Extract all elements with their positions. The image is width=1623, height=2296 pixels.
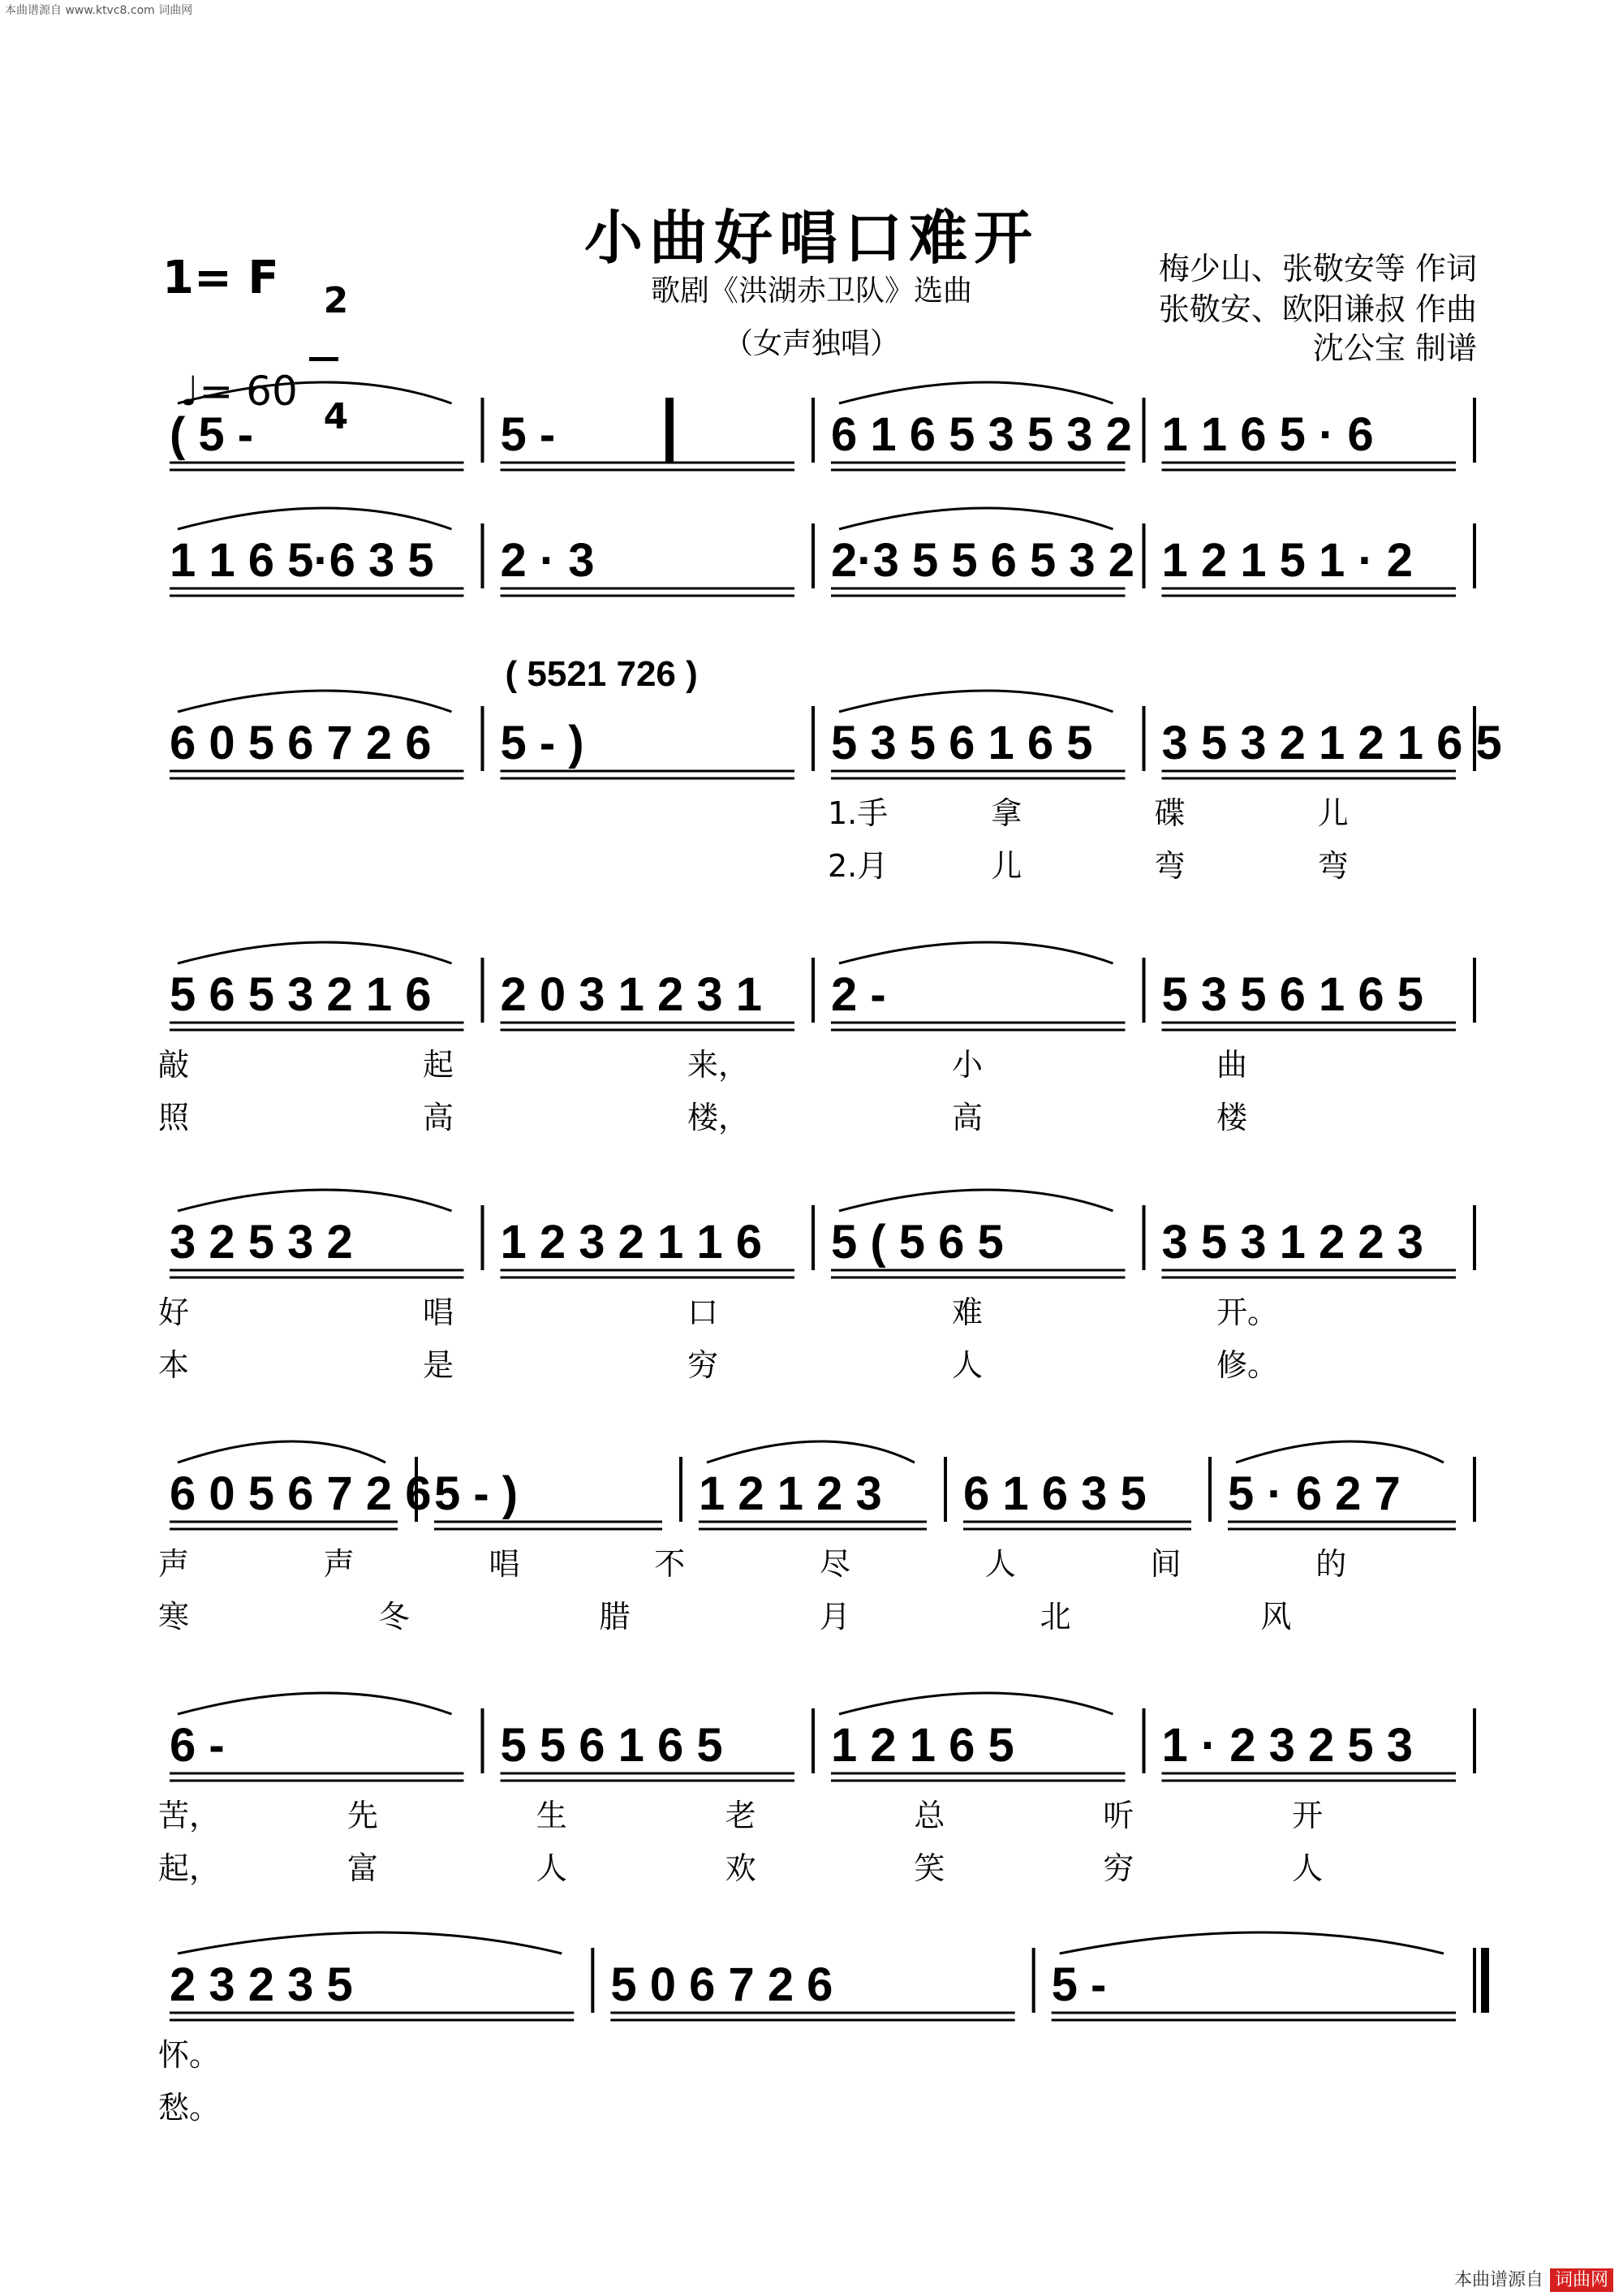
lyric-verse-2: 2.月 [828,848,889,884]
lyric-verse-2: 人 [536,1850,567,1886]
lyric-verse-2: 儿 [991,848,1022,884]
lyric-verse-1: 先 [347,1798,378,1833]
lyric-verse-2: 楼 [1216,1100,1248,1135]
lyric-verse-2: 寒 [158,1599,190,1635]
top-watermark: 本曲谱源自 www.ktvc8.com 词曲网 [5,4,193,17]
measure-notes: 2 - [831,968,886,1021]
measure-notes: 6 1 6 5 3 5 3 2 [831,408,1132,461]
lyric-verse-2: 愁。 [158,2090,221,2126]
lyric-verse-2: 富 [347,1850,378,1886]
lyric-verse-2: 人 [952,1347,984,1383]
lyric-verse-1: 敲 [158,1047,190,1083]
lyric-verse-2: 修。 [1216,1347,1279,1383]
lyric-verse-2: 高 [423,1100,454,1135]
lyric-verse-2: 穷 [687,1347,719,1383]
measure-notes: 5 3 5 6 1 6 5 [831,717,1093,769]
lyric-verse-1: 开。 [1216,1294,1279,1330]
measure-notes: 2 0 3 1 2 3 1 [500,968,762,1021]
lyric-verse-1: 小 [952,1047,984,1083]
lyric-verse-2: 高 [952,1100,984,1135]
slur-arc [839,1693,1113,1714]
measure-notes: ( 5 - [170,408,254,461]
measure-notes: 5 - [1051,1958,1107,2011]
bottom-watermark-text: 本曲谱源自 [1453,2270,1543,2290]
slur-arc [839,691,1113,712]
lyric-verse-2: 本 [158,1347,190,1383]
lyric-verse-1: 唱 [489,1546,520,1582]
lyricist-credit: 梅少山、张敬安等 作词 [1158,251,1477,286]
lyric-verse-1: 声 [158,1546,190,1582]
measure-notes: 5 6 5 3 2 1 6 [170,968,432,1021]
lyric-verse-1: 难 [952,1294,984,1330]
slur-arc [178,1693,452,1714]
lyric-verse-1: 拿 [991,795,1022,831]
measure-notes: 1 2 1 2 3 [699,1467,882,1520]
song-title: 小曲好唱口难开 [583,203,1039,272]
measure-notes: 3 2 5 3 2 [170,1216,353,1269]
slur-arc [839,508,1113,529]
lyric-verse-1: 生 [536,1798,567,1833]
time-bottom: 4 [323,396,349,437]
measure-notes: 5 - ) [500,717,584,769]
lyric-verse-1: 来， [687,1047,750,1083]
slur-arc [839,1190,1113,1211]
lyric-verse-2: 弯 [1154,848,1186,884]
quarter-note-icon: ♩ [179,368,200,415]
time-top: 2 [323,280,349,321]
slur-arc [1060,1932,1444,1954]
slur-arc [178,1441,385,1462]
measure-notes: 6 0 5 6 7 2 6 [170,717,432,769]
lyric-verse-2: 冬 [378,1599,410,1635]
measure-notes: 6 0 5 6 7 2 6 [170,1467,432,1520]
lyric-verse-1: 听 [1103,1798,1134,1833]
slur-arc [178,691,452,712]
lyric-verse-2: 穷 [1103,1850,1134,1886]
lyric-verse-1: 人 [984,1546,1016,1582]
measure-notes: 5 - ) [434,1467,519,1520]
slur-arc [178,508,452,529]
measure-notes: 5 3 5 6 1 6 5 [1161,968,1423,1021]
measure-notes: 3 5 3 1 2 2 3 [1161,1216,1423,1269]
lyric-verse-2: 起， [158,1850,221,1886]
lyric-verse-1: 起 [423,1047,454,1083]
slur-arc [178,1190,452,1211]
song-subtitle: 歌剧《洪湖赤卫队》选曲 [650,274,972,308]
site-logo: 词曲网 [1550,2268,1613,2292]
measure-notes: 5 0 6 7 2 6 [610,1958,833,2011]
lyric-verse-2: 腊 [599,1599,631,1635]
key-signature: 1= F [162,252,279,304]
measure-notes: 3 5 3 2 1 2 1 6 5 [1161,717,1502,769]
measure-notes: 2 3 2 3 5 [170,1958,353,2011]
measure-notes: 1 2 3 2 1 1 6 [500,1216,762,1269]
measure-notes: 2 · 3 [500,534,595,587]
lyric-verse-2: 月 [820,1599,851,1635]
lyric-verse-1: 曲 [1216,1047,1248,1083]
slur-arc [178,1932,562,1954]
bracketed-notes: ( 5521 726 ) [505,654,698,694]
lyric-verse-2: 风 [1260,1599,1292,1635]
tempo-value: = 60 [199,368,298,415]
lyric-verse-2: 欢 [725,1850,756,1886]
measure-notes: 1 1 6 5·6 3 5 [170,534,434,587]
measure-notes: 1 2 1 6 5 [831,1719,1014,1772]
slur-arc [839,382,1113,403]
lyric-verse-2: 楼， [687,1100,750,1135]
lyric-verse-1: 尽 [820,1546,851,1582]
slur-arc [839,942,1113,963]
lyric-verse-1: 唱 [423,1294,454,1330]
measure-notes: 5 - [500,408,556,461]
lyric-verse-1: 声 [323,1546,355,1582]
bottom-watermark [1443,2246,1613,2291]
lyric-verse-2: 照 [158,1100,190,1135]
lyric-verse-1: 开 [1292,1798,1324,1833]
composer-credit: 张敬安、欧阳谦叔 作曲 [1158,291,1477,327]
performance-note: （女声独唱） [723,327,899,360]
measure-notes: 5 5 6 1 6 5 [500,1719,723,1772]
slur-arc [178,942,452,963]
slur-arc [707,1441,915,1462]
measure-notes: 6 1 6 3 5 [963,1467,1147,1520]
lyric-verse-1: 口 [687,1294,719,1330]
lyric-verse-2: 弯 [1317,848,1349,884]
lyric-verse-1: 老 [725,1798,756,1833]
lyric-verse-2: 是 [423,1347,454,1383]
measure-notes: 1 1 6 5 · 6 [1161,408,1374,461]
measure-notes: 1 2 1 5 1 · 2 [1161,534,1414,587]
slur-arc [1236,1441,1444,1462]
lyric-verse-1: 苦， [158,1798,221,1833]
measure-notes: 5 ( 5 6 5 [831,1216,1004,1269]
lyric-verse-1: 间 [1150,1546,1182,1582]
lyric-verse-1: 好 [158,1294,190,1330]
lyric-verse-1: 的 [1315,1546,1347,1582]
lyric-verse-2: 人 [1292,1850,1324,1886]
lyric-verse-2: 笑 [914,1850,945,1886]
lyric-verse-2: 北 [1040,1599,1071,1635]
measure-notes: 6 - [170,1719,225,1772]
measure-notes: 1 · 2 3 2 5 3 [1161,1719,1414,1772]
lyric-verse-1: 儿 [1317,795,1349,831]
lyric-verse-1: 1.手 [828,795,889,831]
lyric-verse-1: 怀。 [158,2037,221,2073]
lyric-verse-1: 总 [914,1798,945,1833]
lyric-verse-1: 碟 [1154,795,1186,831]
measure-notes: 5 · 6 2 7 [1228,1467,1401,1520]
lyric-verse-1: 不 [654,1546,686,1582]
slur-arc [178,382,452,403]
arranger-credit: 沈公宝 制谱 [1312,330,1477,366]
measure-notes: 2·3 5 5 6 5 3 2 [831,534,1135,587]
